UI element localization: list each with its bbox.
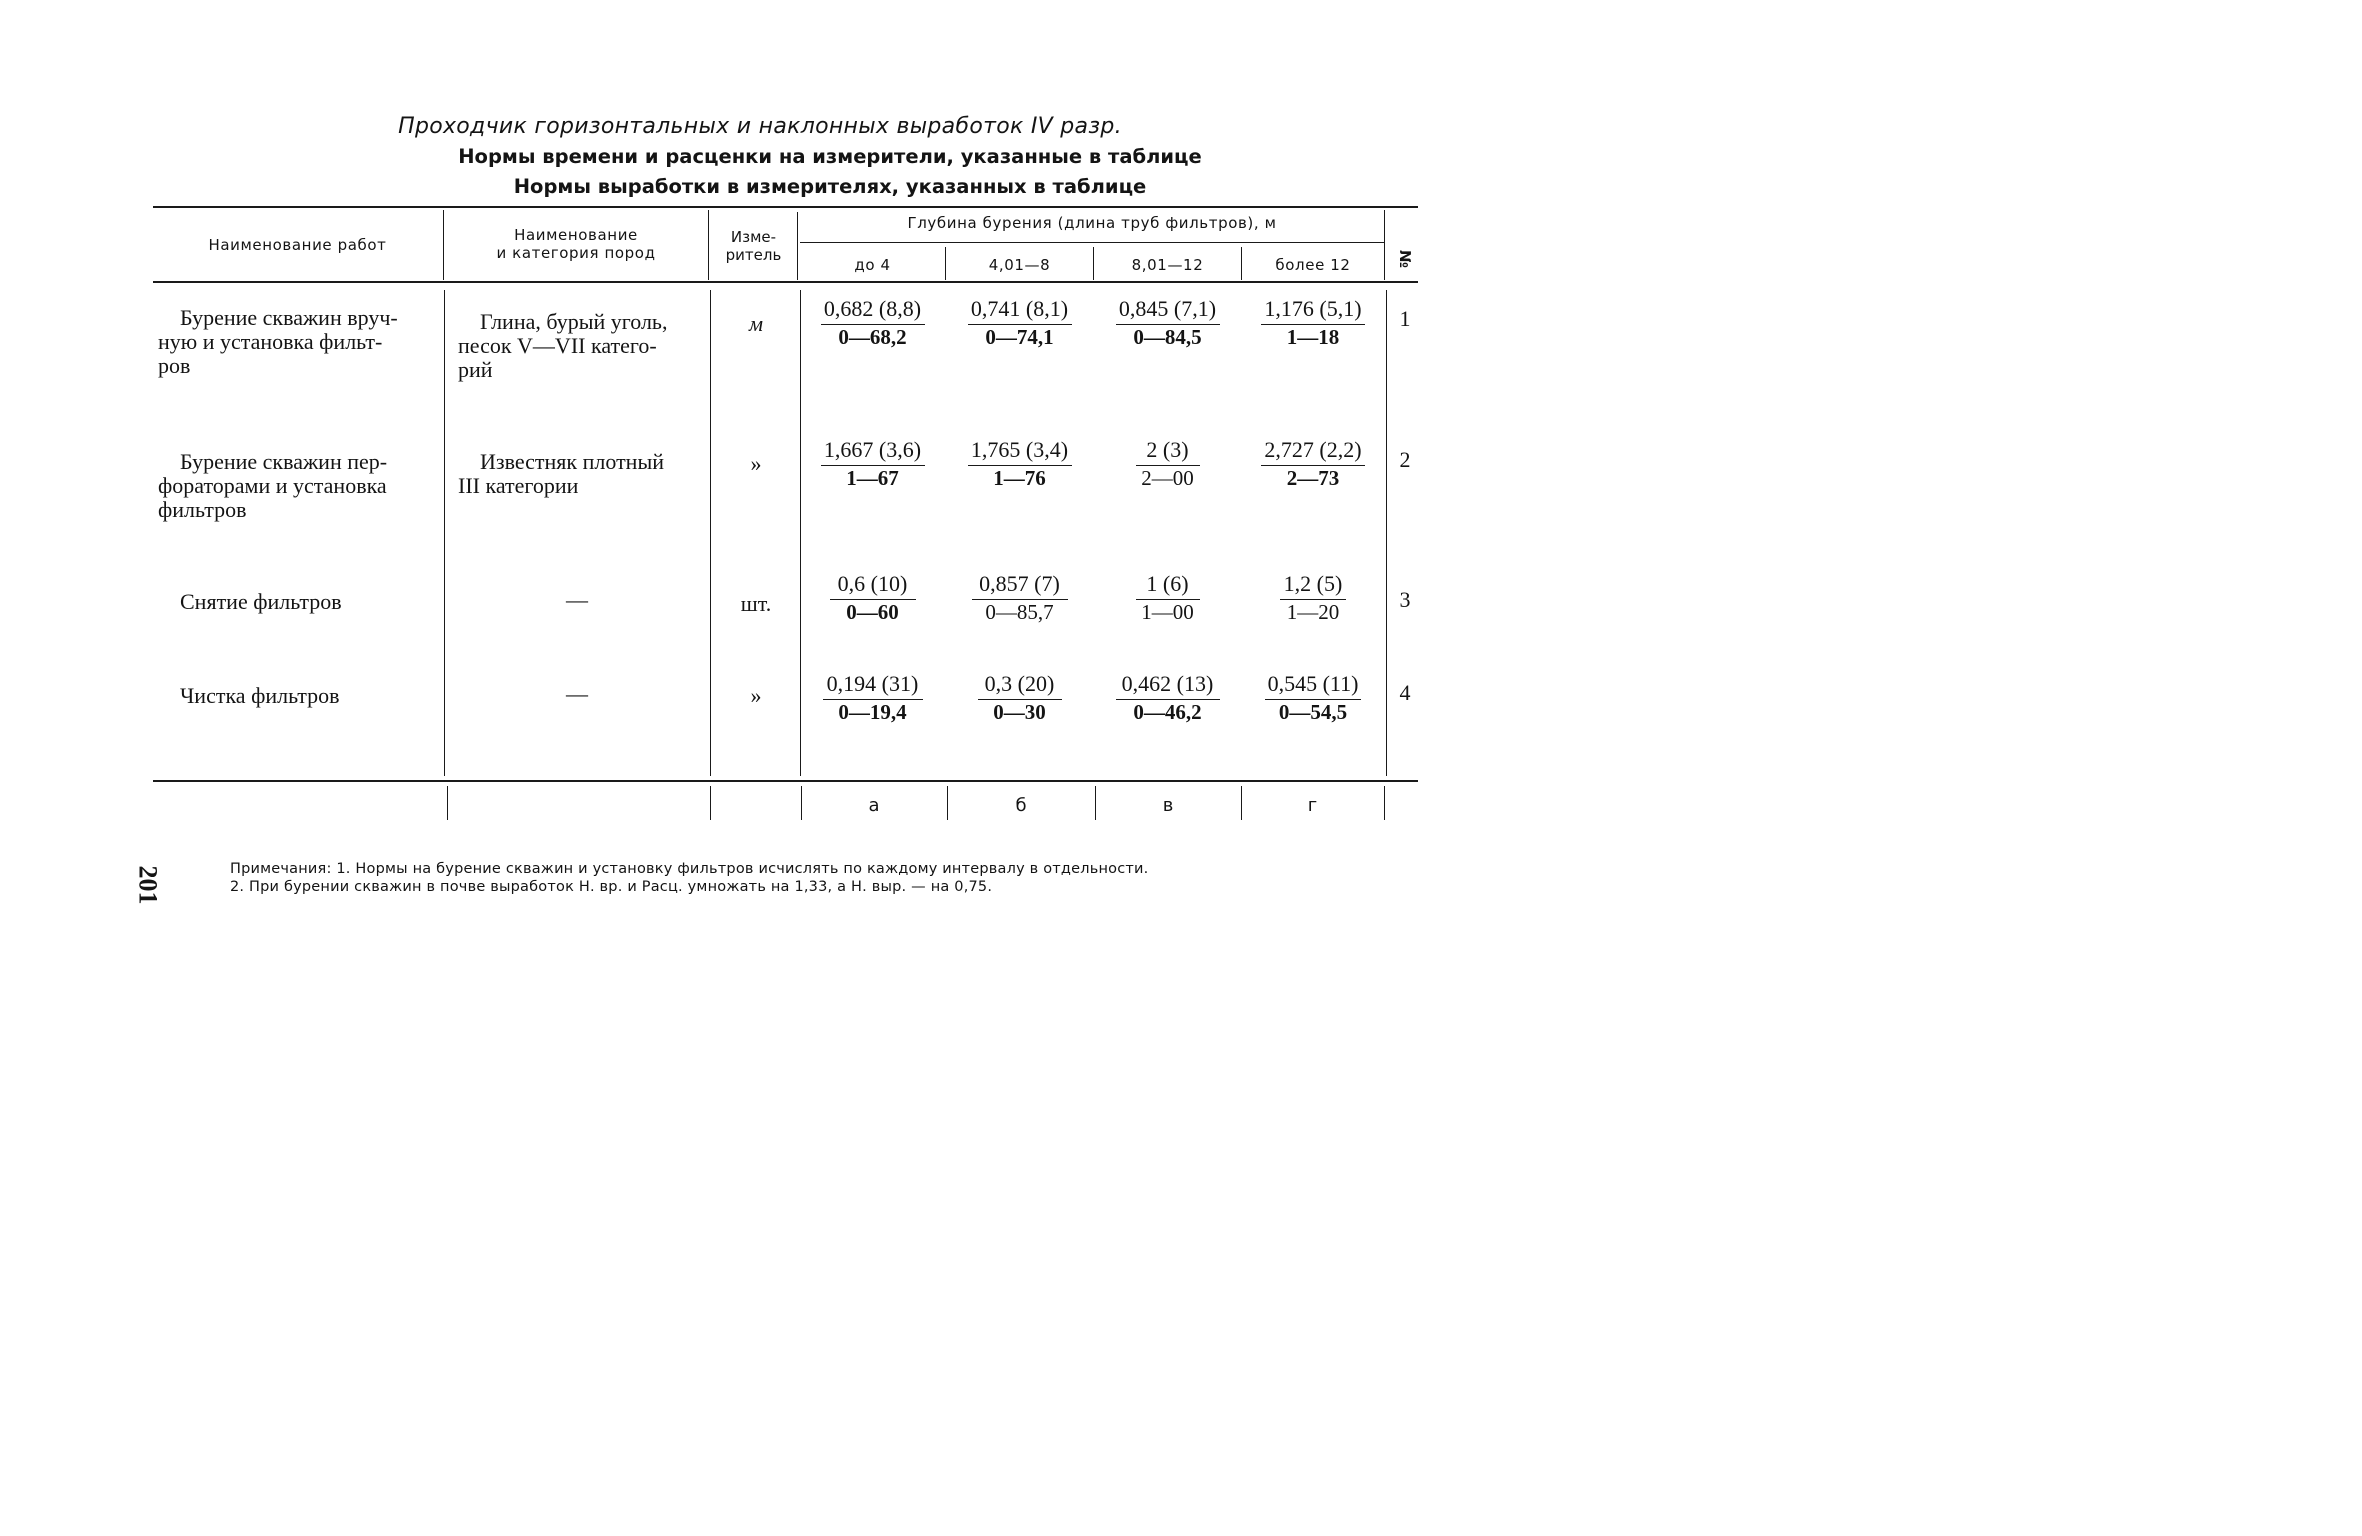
rock-line: Известняк плотный bbox=[480, 449, 665, 474]
row-1-number: 1 bbox=[1399, 306, 1411, 331]
row-1-value-col-2 bbox=[946, 296, 1093, 349]
col-divider bbox=[1384, 786, 1385, 820]
row-1-value-col-1 bbox=[800, 296, 945, 349]
value-norm: 0,741 (8,1) bbox=[970, 296, 1069, 321]
header-depth-col-1: до 4 bbox=[854, 256, 891, 274]
value-rate: 2—00 bbox=[1141, 466, 1194, 490]
row-4-unit: » bbox=[750, 683, 762, 708]
row-3-unit: шт. bbox=[740, 591, 772, 616]
value-norm: 1,2 (5) bbox=[1283, 571, 1343, 596]
row-2-number: 2 bbox=[1399, 447, 1411, 472]
row-1-value-col-4 bbox=[1242, 296, 1384, 349]
rock-line: III категории bbox=[458, 473, 579, 498]
row-3-value-col-1 bbox=[800, 571, 945, 624]
header-unit-line2: ритель bbox=[725, 246, 782, 264]
col-divider bbox=[443, 210, 444, 280]
row-2-rock bbox=[458, 450, 702, 498]
row-4-work bbox=[158, 684, 440, 708]
col-divider bbox=[710, 786, 711, 820]
row-4-value-col-4 bbox=[1242, 671, 1384, 724]
value-norm: 1,765 (3,4) bbox=[970, 437, 1069, 462]
row-4-number: 4 bbox=[1399, 680, 1411, 705]
note-line-2: 2. При бурении скважин в почве выработок Н. вр. и Расц. умножать на 1,33, а Н. выр. — на 0,75. bbox=[230, 879, 993, 895]
row-2-unit: » bbox=[750, 451, 762, 476]
col-divider bbox=[797, 212, 798, 280]
col-divider bbox=[444, 290, 445, 776]
value-rate: 0—74,1 bbox=[985, 325, 1054, 349]
value-norm: 2,727 (2,2) bbox=[1264, 437, 1362, 462]
value-rate: 1—18 bbox=[1286, 325, 1340, 349]
row-4-value-col-1 bbox=[800, 671, 945, 724]
row-2-value-col-1 bbox=[800, 437, 945, 490]
rock-line: песок V—VII катего- bbox=[458, 333, 657, 358]
value-norm: 1,667 (3,6) bbox=[823, 437, 922, 462]
row-2-work bbox=[158, 450, 440, 522]
value-rate: 0—30 bbox=[993, 700, 1046, 724]
header-number: № bbox=[1396, 249, 1414, 269]
value-rate: 0—54,5 bbox=[1278, 700, 1348, 724]
value-rate: 1—67 bbox=[846, 466, 899, 490]
row-3-value-col-3 bbox=[1094, 571, 1241, 624]
work-line: фильтров bbox=[158, 497, 247, 522]
value-norm: 0,682 (8,8) bbox=[823, 296, 922, 321]
title-norms-output: Нормы выработки в измерителях, указанных в таблице bbox=[513, 175, 1147, 198]
row-1-rock bbox=[458, 310, 702, 382]
rock-line: рий bbox=[458, 357, 493, 382]
value-rate: 0—68,2 bbox=[838, 325, 907, 349]
note-line-1: Примечания: 1. Нормы на бурение скважин и установку фильтров исчислять по каждому интервалу в отдельности. bbox=[230, 861, 1149, 877]
notes bbox=[230, 860, 1460, 896]
row-4-value-col-3 bbox=[1094, 671, 1241, 724]
work-line: ров bbox=[158, 353, 191, 378]
value-norm: 0,462 (13) bbox=[1121, 671, 1214, 696]
work-line: ную и установка фильт- bbox=[158, 329, 383, 354]
value-rate: 2—73 bbox=[1286, 466, 1340, 490]
header-depth-rule bbox=[800, 242, 1384, 243]
row-3-value-col-4 bbox=[1242, 571, 1384, 624]
header-unit-line1: Изме- bbox=[730, 228, 777, 246]
row-1-work bbox=[158, 306, 440, 378]
value-norm: 0,857 (7) bbox=[979, 571, 1060, 596]
col-divider bbox=[708, 210, 709, 280]
value-norm: 2 (3) bbox=[1146, 437, 1189, 462]
table-top-rule bbox=[153, 206, 1418, 208]
header-depth-col-4: более 12 bbox=[1275, 256, 1351, 274]
header-rock-line2: и категория пород bbox=[496, 244, 656, 262]
value-rate: 0—85,7 bbox=[985, 600, 1054, 624]
work-line: Бурение скважин пер- bbox=[180, 449, 388, 474]
column-letter-v: в bbox=[1162, 795, 1174, 816]
header-depth-col-2: 4,01—8 bbox=[988, 256, 1051, 274]
col-divider bbox=[1386, 290, 1387, 776]
value-rate: 0—60 bbox=[846, 600, 899, 624]
col-divider bbox=[710, 290, 711, 776]
work-line: фораторами и установка bbox=[158, 473, 387, 498]
row-3-value-col-2 bbox=[946, 571, 1093, 624]
work-line: Снятие фильтров bbox=[180, 589, 342, 614]
value-norm: 0,545 (11) bbox=[1267, 671, 1359, 696]
value-rate: 0—46,2 bbox=[1133, 700, 1202, 724]
title-norms-time: Нормы времени и расценки на измерители, указанные в таблице bbox=[458, 145, 1202, 168]
value-norm: 1 (6) bbox=[1146, 571, 1189, 596]
work-line: Бурение скважин вруч- bbox=[180, 305, 398, 330]
row-3-work bbox=[158, 590, 440, 614]
row-2-value-col-3 bbox=[1094, 437, 1241, 490]
header-rock-line1: Наименование bbox=[514, 226, 638, 244]
col-divider bbox=[1384, 210, 1385, 280]
row-1-value-col-3 bbox=[1094, 296, 1241, 349]
value-norm: 0,845 (7,1) bbox=[1118, 296, 1217, 321]
row-4-value-col-2 bbox=[946, 671, 1093, 724]
title-italic: Проходчик горизонтальных и наклонных выработок IV разр. bbox=[398, 114, 1122, 139]
value-rate: 1—00 bbox=[1141, 600, 1194, 624]
column-letter-b: б bbox=[1015, 795, 1027, 816]
row-2-value-col-4 bbox=[1242, 437, 1384, 490]
value-rate: 1—76 bbox=[993, 466, 1046, 490]
column-letter-g: г bbox=[1307, 795, 1318, 816]
value-rate: 1—20 bbox=[1286, 600, 1340, 624]
value-norm: 1,176 (5,1) bbox=[1264, 296, 1362, 321]
value-norm: 0,3 (20) bbox=[984, 671, 1055, 696]
column-letter-a: а bbox=[868, 795, 880, 816]
rock-line: Глина, бурый уголь, bbox=[480, 309, 668, 334]
row-1-unit: м bbox=[748, 311, 764, 336]
table-bottom-rule bbox=[153, 780, 1418, 782]
header-bottom-rule bbox=[153, 281, 1418, 283]
col-divider bbox=[447, 786, 448, 820]
row-3-rock: — bbox=[566, 587, 588, 612]
header-depth: Глубина бурения (длина труб фильтров), м bbox=[907, 214, 1277, 232]
row-4-rock: — bbox=[566, 681, 588, 706]
row-2-value-col-2 bbox=[946, 437, 1093, 490]
work-line: Чистка фильтров bbox=[180, 683, 340, 708]
value-rate: 0—19,4 bbox=[838, 700, 907, 724]
row-3-number: 3 bbox=[1399, 587, 1411, 612]
value-norm: 0,194 (31) bbox=[826, 671, 919, 696]
header-depth-col-3: 8,01—12 bbox=[1131, 256, 1204, 274]
page-number: 201 bbox=[133, 865, 163, 905]
value-norm: 0,6 (10) bbox=[837, 571, 908, 596]
header-work: Наименование работ bbox=[208, 236, 387, 254]
value-rate: 0—84,5 bbox=[1133, 325, 1202, 349]
